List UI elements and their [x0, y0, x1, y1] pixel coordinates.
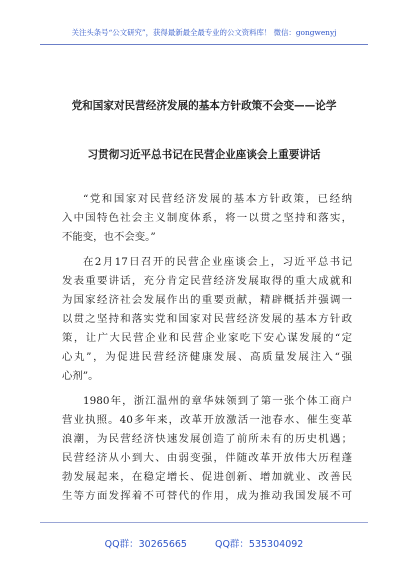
footer: [0, 538, 408, 552]
paragraph-line: 入中国特色社会主义制度体系，将一以贯之坚持和落实，: [62, 212, 352, 224]
paragraph-1: [62, 190, 352, 247]
paragraph-line: 心剂”。: [62, 370, 99, 382]
paragraph-line: 浪潮，为民营经济快速发展创造了前所未有的历史机遇；: [62, 433, 352, 445]
paragraph-line: “党和国家对民营经济发展的基本方针政策，已经纳: [83, 193, 352, 205]
paragraph-line: 在2月17日召开的民营企业座谈会上，习近平总书记: [83, 256, 352, 268]
paragraph-line: 民营经济从小到大、由弱变强，伴随改革开放伟大历程蓬: [62, 452, 352, 464]
paragraph-line: 不能变，也不会变。”: [62, 231, 156, 243]
paragraph-line: 为国家经济社会发展作出的重要贡献，精辟概括并强调一: [62, 294, 352, 306]
paragraph-line: 生等方面发挥着不可替代的作用，成为推动我国发展不可: [62, 490, 352, 502]
footer-qq-group-2: QQ群：535304092: [214, 539, 304, 550]
header-banner: 关注头条号“公文研究”，获得最新最全最专业的公文资料库！ 微信：gongwenyj: [71, 28, 337, 37]
paragraph-3: [62, 392, 352, 506]
paragraph-line: 1980年，浙江温州的章华妹领到了第一张个体工商户: [83, 395, 352, 407]
paragraph-line: 心丸”，为促进民营经济健康发展、高质量发展注入“强: [62, 351, 352, 363]
footer-qq-group-1: QQ群：30265665: [104, 539, 187, 550]
paragraph-line: 策，让广大民营企业和民营企业家吃下安心谋发展的“定: [62, 332, 352, 344]
document-title-line-2: 习贯彻习近平总书记在民营企业座谈会上重要讲话: [87, 149, 321, 161]
header-divider: [40, 44, 368, 45]
paragraph-line: 勃发展起来，在稳定增长、促进创新、增加就业、改善民: [62, 471, 352, 483]
paragraph-2: [62, 253, 352, 386]
document-title-line-1: 党和国家对民营经济发展的基本方针政策不会变——论学: [71, 100, 337, 112]
footer-divider: [40, 522, 368, 523]
paragraph-line: 以贯之坚持和落实党和国家对民营经济发展的基本方针政: [62, 313, 352, 325]
document-body: [62, 190, 352, 506]
paragraph-line: 营业执照。40多年来，改革开放激活一池春水、催生变革: [62, 414, 352, 426]
paragraph-line: 发表重要讲话，充分肯定民营经济发展取得的重大成就和: [62, 275, 352, 287]
